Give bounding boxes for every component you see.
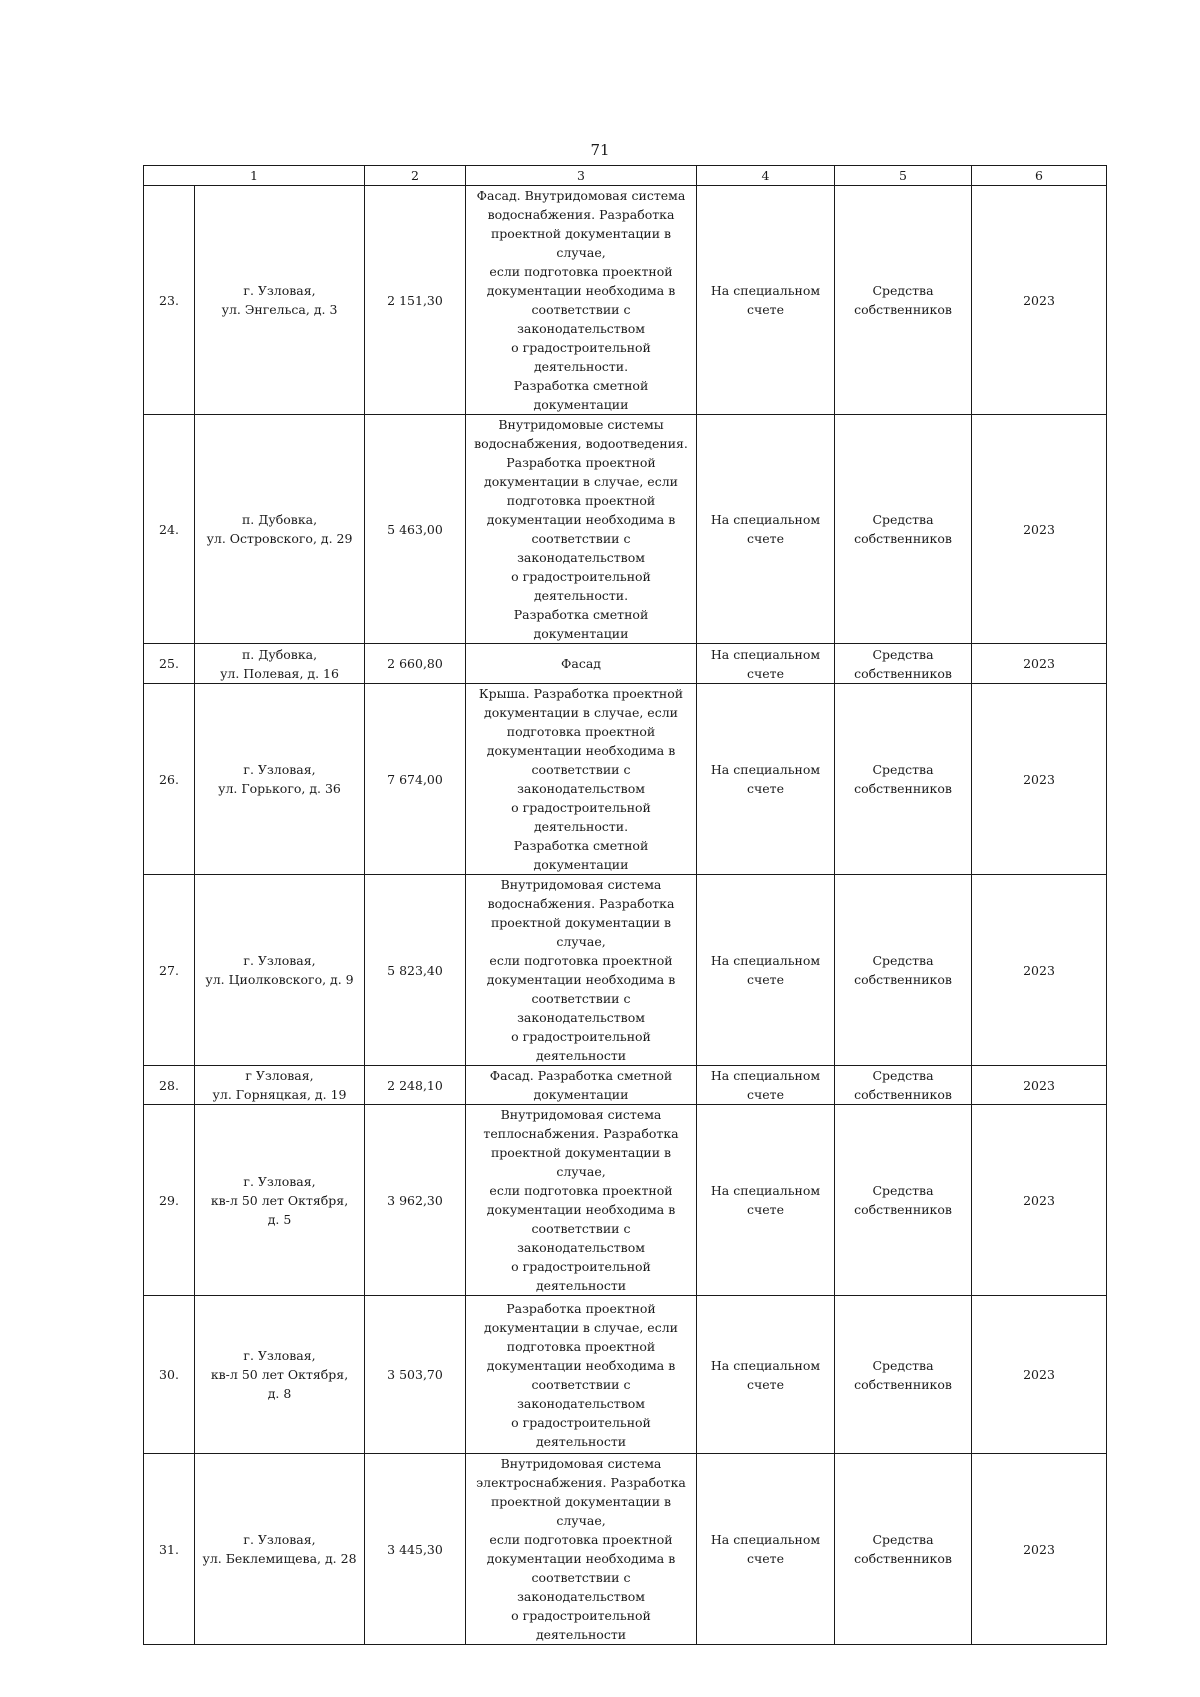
row-work-type: Фасад. Разработка сметной документации	[466, 1066, 697, 1105]
row-work-type: Внутридомовая система электроснабжения. Разработка проектной документации в случае, если подготовка проектной документации необходима в соответствии с законодательством о градостроительной деятельности	[466, 1454, 697, 1645]
row-number: 26.	[144, 684, 195, 875]
table-row	[144, 186, 1107, 415]
row-funding-source: Средства собственников	[835, 684, 972, 875]
header-col-2: 2	[365, 166, 466, 186]
row-account: На специальном счете	[697, 186, 835, 415]
row-account: На специальном счете	[697, 875, 835, 1066]
table-row	[144, 415, 1107, 644]
row-year: 2023	[972, 186, 1107, 415]
row-account: На специальном счете	[697, 1066, 835, 1105]
row-year: 2023	[972, 1454, 1107, 1645]
row-account: На специальном счете	[697, 415, 835, 644]
row-year: 2023	[972, 875, 1107, 1066]
row-number: 31.	[144, 1454, 195, 1645]
header-row	[144, 166, 1107, 186]
row-area: 2 248,10	[365, 1066, 466, 1105]
row-number: 30.	[144, 1296, 195, 1454]
header-col-1: 1	[144, 166, 365, 186]
table-header	[144, 166, 1107, 186]
row-area: 2 660,80	[365, 644, 466, 684]
header-col-6: 6	[972, 166, 1107, 186]
row-work-type: Фасад	[466, 644, 697, 684]
row-funding-source: Средства собственников	[835, 875, 972, 1066]
row-account: На специальном счете	[697, 684, 835, 875]
row-year: 2023	[972, 644, 1107, 684]
row-area: 5 823,40	[365, 875, 466, 1066]
row-area: 7 674,00	[365, 684, 466, 875]
row-year: 2023	[972, 415, 1107, 644]
row-work-type: Фасад. Внутридомовая система водоснабжения. Разработка проектной документации в случае, если подготовка проектной документации необходима в соответствии с законодательством о градостроительной деятельности. Разработка сметной документации	[466, 186, 697, 415]
row-account: На специальном счете	[697, 644, 835, 684]
table-row	[144, 1296, 1107, 1454]
header-col-3: 3	[466, 166, 697, 186]
row-year: 2023	[972, 1066, 1107, 1105]
row-number: 27.	[144, 875, 195, 1066]
table-row	[144, 1105, 1107, 1296]
row-number: 28.	[144, 1066, 195, 1105]
row-year: 2023	[972, 1105, 1107, 1296]
row-funding-source: Средства собственников	[835, 1066, 972, 1105]
row-address: г. Узловая, ул. Беклемищева, д. 28	[195, 1454, 365, 1645]
row-address: г. Узловая, кв-л 50 лет Октября, д. 8	[195, 1296, 365, 1454]
row-number: 29.	[144, 1105, 195, 1296]
row-number: 24.	[144, 415, 195, 644]
row-work-type: Внутридомовые системы водоснабжения, водоотведения. Разработка проектной документации в случае, если подготовка проектной документации необходима в соответствии с законодательством о градостроительной деятельности. Разработка сметной документации	[466, 415, 697, 644]
header-col-5: 5	[835, 166, 972, 186]
row-work-type: Разработка проектной документации в случае, если подготовка проектной документации необходима в соответствии с законодательством о градостроительной деятельности	[466, 1296, 697, 1454]
row-account: На специальном счете	[697, 1105, 835, 1296]
row-account: На специальном счете	[697, 1296, 835, 1454]
table-row	[144, 1454, 1107, 1645]
table-row	[144, 875, 1107, 1066]
row-address: г. Узловая, ул. Энгельса, д. 3	[195, 186, 365, 415]
row-work-type: Крыша. Разработка проектной документации в случае, если подготовка проектной документации необходима в соответствии с законодательством о градостроительной деятельности. Разработка сметной документации	[466, 684, 697, 875]
row-number: 25.	[144, 644, 195, 684]
row-area: 2 151,30	[365, 186, 466, 415]
row-work-type: Внутридомовая система теплоснабжения. Разработка проектной документации в случае, если подготовка проектной документации необходима в соответствии с законодательством о градостроительной деятельности	[466, 1105, 697, 1296]
table-row	[144, 684, 1107, 875]
table-body	[144, 186, 1107, 1645]
row-year: 2023	[972, 1296, 1107, 1454]
row-address: г. Узловая, кв-л 50 лет Октября, д. 5	[195, 1105, 365, 1296]
row-address: п. Дубовка, ул. Островского, д. 29	[195, 415, 365, 644]
row-address: г. Узловая, ул. Циолковского, д. 9	[195, 875, 365, 1066]
row-work-type: Внутридомовая система водоснабжения. Разработка проектной документации в случае, если подготовка проектной документации необходима в соответствии с законодательством о градостроительной деятельности	[466, 875, 697, 1066]
row-area: 3 503,70	[365, 1296, 466, 1454]
row-funding-source: Средства собственников	[835, 1296, 972, 1454]
row-funding-source: Средства собственников	[835, 186, 972, 415]
page-number: 71	[590, 141, 610, 159]
row-funding-source: Средства собственников	[835, 1454, 972, 1645]
row-funding-source: Средства собственников	[835, 415, 972, 644]
table-row	[144, 644, 1107, 684]
row-address: г Узловая, ул. Горняцкая, д. 19	[195, 1066, 365, 1105]
row-address: п. Дубовка, ул. Полевая, д. 16	[195, 644, 365, 684]
row-area: 5 463,00	[365, 415, 466, 644]
row-address: г. Узловая, ул. Горького, д. 36	[195, 684, 365, 875]
table-row	[144, 1066, 1107, 1105]
row-funding-source: Средства собственников	[835, 644, 972, 684]
row-area: 3 962,30	[365, 1105, 466, 1296]
row-number: 23.	[144, 186, 195, 415]
housing-registry-table	[143, 165, 1107, 1645]
row-account: На специальном счете	[697, 1454, 835, 1645]
row-funding-source: Средства собственников	[835, 1105, 972, 1296]
row-area: 3 445,30	[365, 1454, 466, 1645]
row-year: 2023	[972, 684, 1107, 875]
header-col-4: 4	[697, 166, 835, 186]
